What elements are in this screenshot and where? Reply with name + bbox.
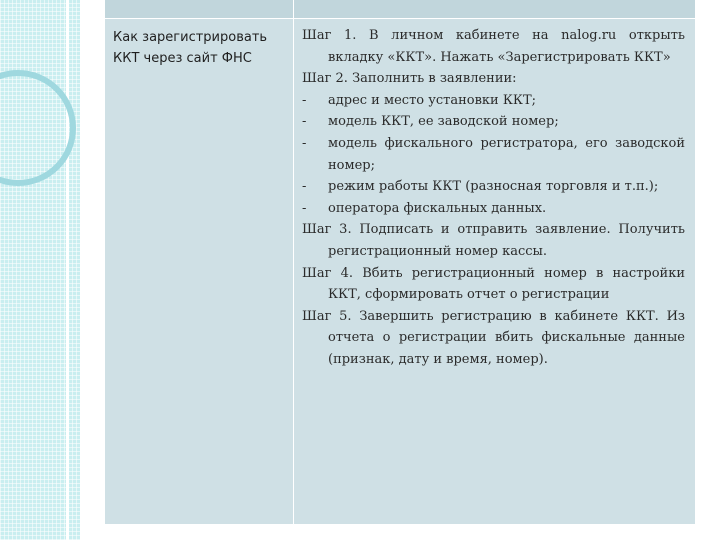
- list-item: [302, 198, 685, 220]
- list-item: [302, 111, 685, 133]
- steps-list: [302, 25, 685, 371]
- bullet-dash: -: [302, 179, 307, 195]
- bullet-text: режим работы ККТ (разносная торговля и т.п.);: [328, 179, 659, 195]
- list-item: [302, 90, 685, 112]
- decorative-line: [66, 0, 69, 540]
- step-3: Шаг 3. Подписать и отправить заявление. Получить регистрационный номер кассы.: [302, 222, 685, 259]
- step-5: Шаг 5. Завершить регистрацию в кабинете ККТ. Из отчета о регистрации вбить фискальные данные (признак, дату и время, номер).: [302, 308, 685, 367]
- bullet-dash: -: [302, 200, 307, 216]
- bullet-text: адрес и место установки ККТ;: [328, 92, 536, 108]
- left-decoration: [0, 0, 80, 540]
- topic-label: Как зарегистрировать ККТ через сайт ФНС: [113, 30, 268, 66]
- step-1: Шаг 1. В личном кабинете на nalog.ru открыть вкладку «ККТ». Нажать «Зарегистрировать ККТ»: [302, 28, 685, 65]
- bullet-dash: -: [302, 114, 307, 130]
- table-row: [105, 19, 696, 525]
- bullet-text: модель ККТ, ее заводской номер;: [328, 114, 559, 130]
- header-cell-right: [294, 0, 696, 19]
- list-item: [302, 133, 685, 176]
- bullet-text: оператора фискальных данных.: [328, 200, 547, 216]
- bullet-text: модель фискального регистратора, его заводской номер;: [328, 135, 685, 173]
- instruction-table: [104, 0, 696, 524]
- decorative-ring: [0, 70, 76, 186]
- step-4: Шаг 4. Вбить регистрационный номер в настройки ККТ, сформировать отчет о регистрации: [302, 265, 685, 303]
- bullet-dash: -: [302, 92, 307, 108]
- steps-cell: [294, 19, 696, 525]
- topic-cell: [105, 19, 294, 525]
- list-item: [302, 176, 685, 198]
- step-2: Шаг 2. Заполнить в заявлении:: [302, 71, 517, 87]
- header-cell-left: [105, 0, 294, 19]
- bullet-dash: -: [302, 135, 307, 151]
- table-header-row: [105, 0, 696, 19]
